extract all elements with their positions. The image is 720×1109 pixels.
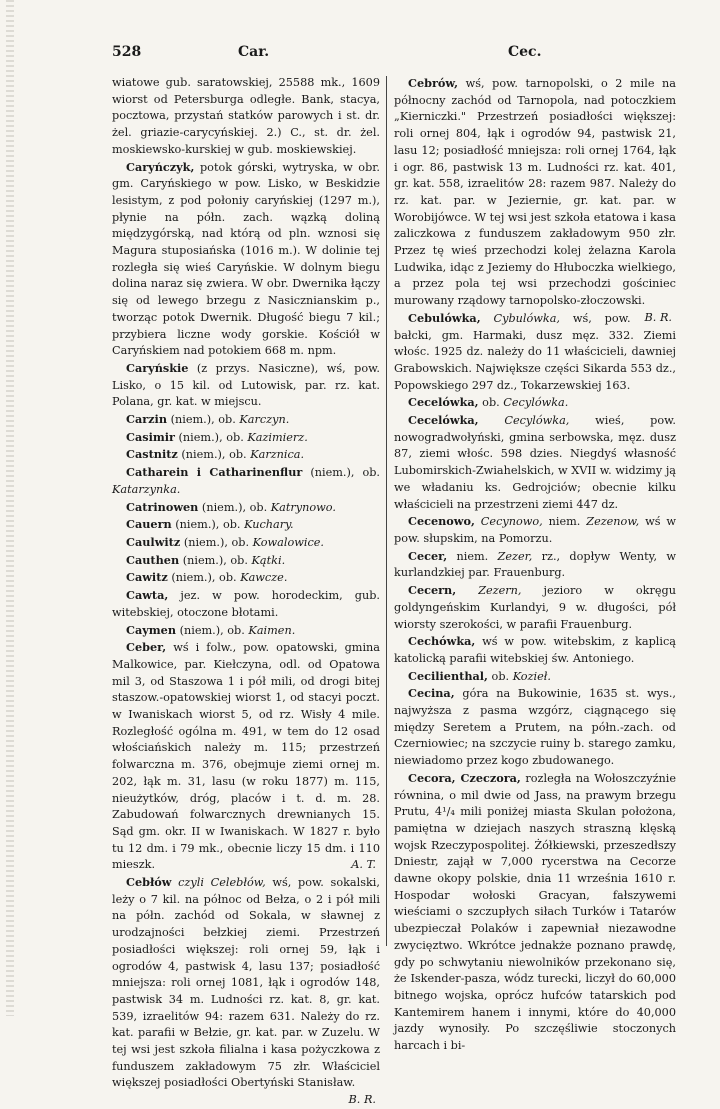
entry-text: (niem.), ob.	[167, 571, 241, 585]
entry-headword: Cecelówka,	[408, 413, 479, 428]
dictionary-entry	[112, 639, 380, 874]
entry-text: wś, pow. sokalski, leży o 7 kil. na północ od Bełza, o 2 i pół mili na półn. zachód od Sokala, w sławnej z urodzajności bełzkiej ziemi. Przestrzeń posiadłości większej: roli ornej 59, łąk i ogrodów 4, pastwisk 4, lasu 137; posiadłość mniejsza: roli ornej 1081, łąk i ogrodów 148, pastwisk 34 m. Ludności rz. kat. 8, gr. kat. 539, izraelitów 94: razem 631. Należy do rz. kat. parafii w Bełzie, gr. kat. par. w Zuzelu. W tej wsi jest szkoła filialna i kasa pożyczkowa z funduszem zakładowym 75 złr. Właściciel większej posiadłości Obertyński Stanisław.	[112, 876, 380, 1090]
entry-text: (niem.), ob.	[180, 535, 253, 549]
entry-text: wś, pow. tarnopolski, o 2 mile na północny zachód od Tarnopola, nad potoczkiem „Kierniczki." Przestrzeń posiadłości większej: roli ornej 804, łąk i ogrodów 94, pastwisk 21, lasu 12; posiadłość mniejsza: roli ornej 1764, łąk i ogr. 86, pastwisk 13 m. Ludności rz. kat. 401, gr. kat. 558, izraelitów 28: razem 987. Należy do rz. kat. par. w Jeziernie, gr. kat. par. w Worobijówce. W tej wsi jest szkoła etatowa i kasa zaliczkowa z funduszem zakładowym 950 złr. Przez tę wieś przechodzi kolej żelazna Karola Ludwika, idąc z Jeziemy do Hłuboczka wielkiego, a przez pola tej wsi przechodzi gościniec murowany rządowy tarnopolsko-złoczowski.	[394, 77, 676, 308]
entry-variant: Cybulówka,	[480, 311, 560, 325]
dictionary-entry	[394, 548, 676, 582]
dictionary-entry	[112, 360, 380, 411]
dictionary-entry	[112, 874, 380, 1107]
entry-reference: Kątki.	[251, 553, 286, 567]
dictionary-entry	[112, 587, 380, 621]
entry-text: ob.	[478, 396, 504, 410]
dictionary-entry	[112, 429, 380, 447]
entry-reference: Katrynowo.	[270, 500, 336, 514]
entry-text: wś w pow. słupskim, na Pomorzu.	[394, 515, 677, 545]
entry-headword: Cecenowo,	[408, 514, 475, 529]
entry-headword: Catharein i Catharinenflur	[126, 465, 303, 480]
entry-text: (niem.), ob.	[176, 623, 249, 637]
entry-headword: Cechówka,	[408, 634, 476, 649]
dictionary-entry	[112, 446, 380, 464]
entry-headword: Cebulówka,	[408, 310, 481, 325]
entry-variant: Cecynowo,	[474, 515, 543, 529]
entry-headword: Cecilienthal,	[408, 668, 488, 683]
entry-headword: Cebrów,	[408, 76, 459, 90]
entry-headword: Caryńczyk,	[126, 159, 195, 174]
entry-headword: Carzin	[126, 412, 168, 427]
entry-text: wś w pow. witebskim, z kaplicą katolicką parafii witebskiej św. Antoniego.	[394, 635, 676, 665]
entry-text: wiatowe gub. saratowskiej, 25588 mk., 1609 wiorst od Petersburga odległe. Bank, stacya, pocztowa, przystań statków parowych i st. dr. żel. griazie-carycyńskiej. 2.) C., st. dr. żel. moskiewsko-kurskiej w gub. moskiewskiej.	[112, 76, 380, 156]
dictionary-entry	[394, 770, 676, 1055]
entry-headword: Cecer,	[408, 548, 448, 563]
entry-author-signature: B. R.	[348, 1093, 376, 1107]
dictionary-entry	[112, 516, 380, 534]
column-left	[112, 75, 380, 1109]
entry-headword: Caryńskie	[126, 360, 189, 375]
dictionary-entry	[394, 668, 676, 686]
entry-text: (niem.), ob.	[174, 430, 248, 444]
entry-text: (niem.), ob.	[171, 518, 245, 532]
entry-reference: Kuchary.	[244, 518, 294, 532]
entry-text: ob.	[487, 669, 513, 683]
entry-headword: Ceber,	[126, 640, 167, 655]
entry-reference: Kawcze.	[240, 571, 288, 585]
entry-text: jez. w pow. horodeckim, gub. witebskiej, otoczone błotami.	[112, 589, 380, 619]
entry-text: (niem.), ob.	[302, 466, 380, 480]
entry-reference: Katarzynka.	[112, 482, 181, 496]
dictionary-entry	[112, 464, 380, 498]
dictionary-entry	[394, 394, 676, 412]
page-header	[112, 44, 672, 68]
entry-headword: Castnitz	[126, 447, 178, 462]
dictionary-entry	[112, 159, 380, 360]
entry-reference: Kazimierz.	[247, 430, 308, 444]
entry-reference: Kowalowice.	[252, 535, 324, 549]
dictionary-entry	[394, 412, 676, 513]
entry-text: potok górski, wytryska, w obr. gm. Caryńskiego w pow. Lisko, w Beskidzie lesistym, z pod połoniy caryńskiej (1297 m.), płynie na półn. zach. wązką doliną międzygórską, nad którą od pln. wznosi się Magura stuposiańska (1016 m.). W dolinie tej rozległa się wieś Caryńskie. W dolnym biegu dolina naraz się zwiera. W obr. Dwernika łączy się od lewego brzegu z Nasicznianskim p., tworząc potok Dwernik. Długość biegu 7 kil.; przybiera liczne wody gorskie. Kościół w Caryńskiem nad potokiem 668 m. npm.	[112, 160, 380, 358]
entry-text: (niem.), ob.	[198, 500, 271, 514]
entry-text: rz., dopływ Wenty, w kurlandzkiej par. Frauenburg.	[394, 549, 676, 580]
entry-headword: Catrinowen	[126, 499, 199, 514]
column-right	[394, 75, 676, 1055]
dictionary-entry	[112, 622, 380, 640]
entry-headword: Cauern	[126, 517, 172, 532]
entry-text: (niem.), ob.	[167, 413, 240, 427]
entry-headword: Cawta,	[126, 588, 169, 603]
entry-headword: Cawitz	[126, 570, 168, 585]
page-number: 528	[112, 44, 142, 60]
dictionary-entry	[112, 534, 380, 552]
entry-reference: Karczyn.	[239, 413, 290, 427]
entry-text: góra na Bukowinie, 1635 st. wys., najwyższa z pasma wzgórz, ciągnącego się między Seretem a Prutem, na półn.-zach. od Czerniowiec; na szczycie ruiny b. starego zamku, niewiadomo przez kogo zbudowanego.	[394, 687, 676, 768]
entry-text: wś, pow. bałcki, gm. Harmaki, dusz męz. 332. Ziemi włośc. 1925 dz. należy do 11 właścicieli, dawniej Grabowskich. Największe części Sikarda 553 dz., Popowskiego 297 dz., Tokarzewskiej 163.	[394, 311, 676, 392]
dictionary-entry	[112, 75, 380, 159]
running-head-left: Car.	[238, 44, 270, 60]
entry-text: (niem.), ob.	[179, 553, 252, 567]
entry-headword: Casimir	[126, 429, 175, 444]
entry-text: niem.	[447, 549, 498, 563]
entry-reference: Cecylówka.	[503, 396, 569, 410]
entry-text: (niem.), ob.	[177, 448, 251, 462]
entry-headword: Caulwitz	[126, 534, 181, 549]
entry-text: wieś, pow. nowogradwołyński, gmina serbowska, męz. dusz 87, ziemi włośc. 598 dzies. Niegdyś własność Lubomirskich-Zwiahelskich, w XVII w. widzimy ją we władaniu ks. Gedrojciów; obecnie kilku właścicieli na przestrzeni ziemi 447 dz.	[394, 414, 677, 511]
entry-headword: Cecina,	[408, 686, 455, 701]
running-head-right: Cec.	[508, 44, 542, 60]
entry-german-name: Zezer,	[497, 549, 533, 563]
dictionary-entry	[112, 569, 380, 587]
entry-headword: Cecern,	[408, 583, 457, 598]
entry-headword: Cebłów	[126, 875, 172, 890]
entry-headword: Caymen	[126, 622, 177, 637]
entry-reference: Kozieł.	[512, 669, 551, 683]
entry-text: jezioro w okręgu goldyngeńskim Kurlandyi, 9 w. długości, pół wiorsty szerokości, w parafii Frauenburg.	[394, 584, 676, 631]
entry-author-signature: B. R.	[644, 310, 672, 324]
entry-text: rozległa na Wołoszczyźnie równina, o mil dwie od Jass, na prawym brzegu Prutu, 4¹/₄ mili poniżej miasta Skulan położona, pamiętna w dziejach naszych straszną klęską wojsk Rzeczypospolitej. Żółkiewski, przeszedłszy Dniestr, zajął w 7,000 rycerstwa na Cecorze dawne okopy polskie, dnia 11 września 1610 r. Hospodar wołoski Gracyan, fałszywemi wieściami o szczupłych siłach Turków i Tatarów ubezpieczał Polaków i zapewniał niezawodne zwycięztwo. Wkrótce jednakże poznano prawdę, gdy po schwytaniu niewolników przekonano się, że Iskender-pasza, wódz turecki, liczył do 60,000 bitnego wojska, oprócz hufców tatarskich pod Kantemirem hanem i innymi, które do 40,000 jazdy wynosiły. Po szczęśliwie stoczonych harcach i bi-	[394, 771, 677, 1053]
entry-author-signature: A. T.	[351, 858, 376, 872]
entry-text: (z przys. Nasiczne), wś, pow. Lisko, o 15 kil. od Lutowisk, par. rz. kat. Polana, gr. kat. w miejscu.	[112, 361, 380, 409]
dictionary-entry	[394, 582, 676, 633]
entry-variant: Zezern,	[456, 584, 522, 598]
entry-reference: Karznica.	[250, 448, 305, 462]
entry-headword: Cecora, Czeczora,	[408, 770, 521, 785]
dictionary-entry	[394, 633, 676, 667]
entry-variant: Cecylówka,	[478, 414, 570, 428]
entry-headword: Cecelówka,	[408, 395, 479, 410]
entry-headword: Cauthen	[126, 552, 180, 567]
entry-reference: Kaimen.	[248, 623, 296, 637]
entry-text: wś i folw., pow. opatowski, gmina Malkowice, par. Kiełczyna, odl. od Opatowa mil 3, od Staszowa 1 i pół mili, od drogi bitej staszow.-opatowskiej wiorst 1, od stacyi poczt. w Iwaniskach wiorst 5, od rz. Wisły 4 mile. Rozległość ogólna m. 491, w tem do 12 osad włościańskich należy m. 115; przestrzeń folwarczna m. 376, obejmuje ziemi ornej m. 202, łąk m. 31, lasu (w roku 1877) m. 115, nieużytków, dróg, placów i t. d. m. 28. Zabudowań folwarcznych drewnianych 15. Sąd gm. okr. II w Iwaniskach. W 1827 r. było tu 12 dm. i 79 mk., obecnie liczy 15 dm. i 110 mieszk.	[112, 641, 380, 872]
entry-german-name: Zezenow,	[586, 515, 640, 529]
dictionary-entry	[394, 685, 676, 770]
dictionary-entry	[112, 411, 380, 429]
entry-variant: czyli Celebłów,	[171, 876, 266, 890]
entry-text: niem.	[542, 515, 587, 529]
dictionary-entry	[394, 513, 676, 547]
dictionary-entry	[112, 552, 380, 570]
column-divider	[386, 76, 387, 946]
scan-edge-shadow	[6, 0, 14, 1016]
dictionary-entry	[112, 499, 380, 517]
